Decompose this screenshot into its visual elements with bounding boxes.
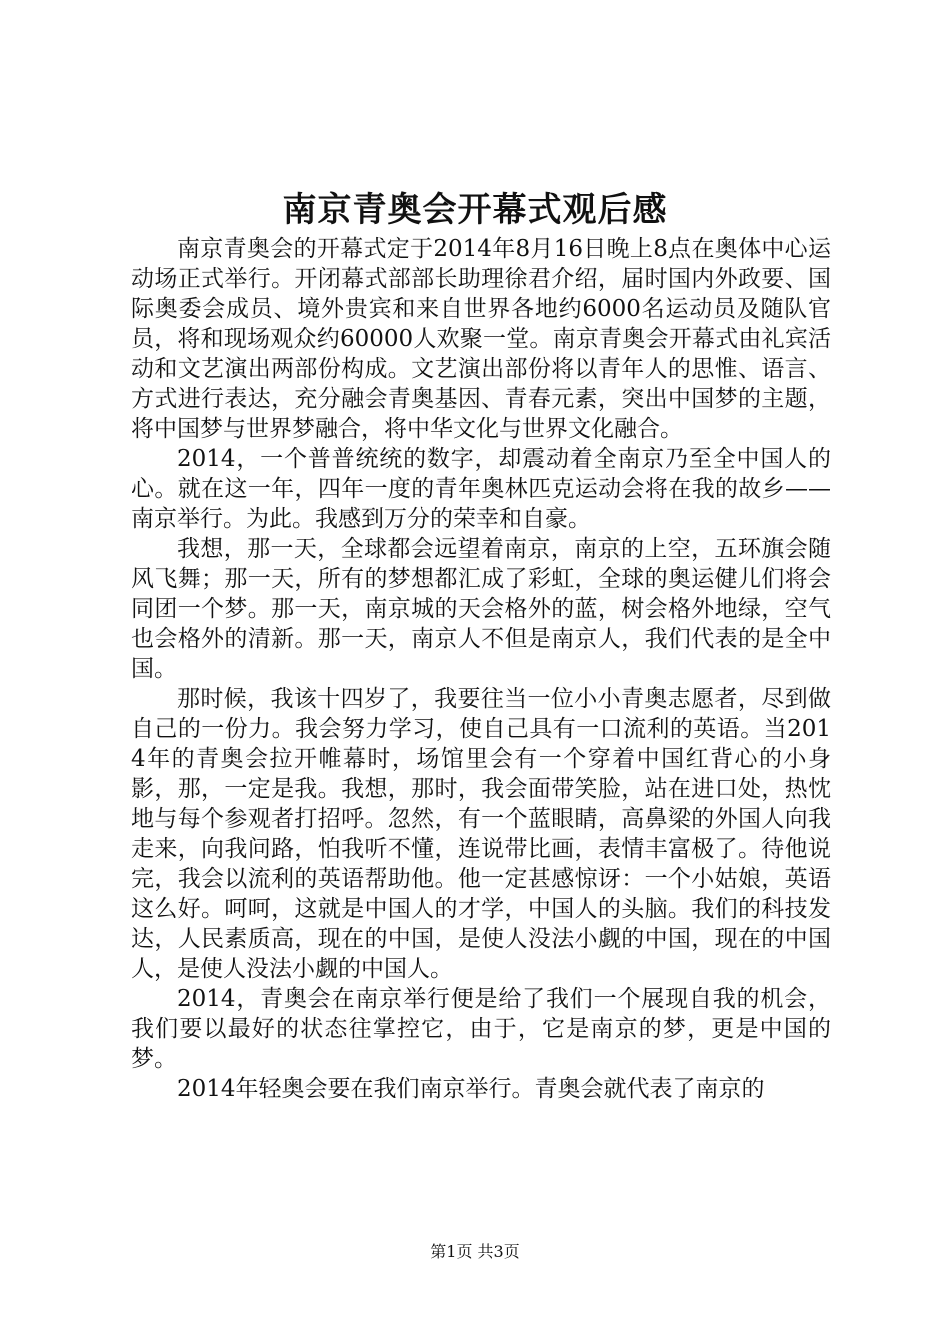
document-body bbox=[131, 234, 831, 1104]
paragraph-4: 那时候，我该十四岁了，我要往当一位小小青奥志愿者，尽到做自己的一份力。我会努力学习，使自己具有一口流利的英语。当2014年的青奥会拉开帷幕时，场馆里会有一个穿着中国红背心的小身影，那，一定是我。我想，那时，我会面带笑脸，站在进口处，热忱地与每个参观者打招呼。忽然，有一个蓝眼睛，高鼻梁的外国人向我走来，向我问路，怕我听不懂，连说带比画，表情丰富极了。待他说完，我会以流利的英语帮助他。他一定甚感惊讶：一个小姑娘，英语这么好。呵呵，这就是中国人的才学，中国人的头脑。我们的科技发达，人民素质高，现在的中国，是使人没法小觑的中国，现在的中国人，是使人没法小觑的中国人。 bbox=[131, 686, 831, 982]
paragraph-5: 2014，青奥会在南京举行便是给了我们一个展现自我的机会，我们要以最好的状态往掌控它，由于，它是南京的梦，更是中国的梦。 bbox=[131, 986, 831, 1072]
paragraph-6: 2014年轻奥会要在我们南京举行。青奥会就代表了南京的 bbox=[177, 1076, 765, 1102]
paragraph-2: 2014，一个普普统统的数字，却震动着全南京乃至全中国人的心。就在这一年，四年一度的青年奥林匹克运动会将在我的故乡——南京举行。为此。我感到万分的荣幸和自豪。 bbox=[131, 446, 831, 532]
paragraph-1: 南京青奥会的开幕式定于2014年8月16日晚上8点在奥体中心运动场正式举行。开闭幕式部部长助理徐君介绍，届时国内外政要、国际奥委会成员、境外贵宾和来自世界各地约6000名运动员及随队官员，将和现场观众约60000人欢聚一堂。南京青奥会开幕式由礼宾活动和文艺演出两部份构成。文艺演出部份将以青年人的思惟、语言、方式进行表达，充分融会青奥基因、青春元素，突出中国梦的主题，将中国梦与世界梦融合，将中华文化与世界文化融合。 bbox=[131, 236, 831, 442]
paragraph-3: 我想，那一天，全球都会远望着南京，南京的上空，五环旗会随风飞舞；那一天，所有的梦想都汇成了彩虹，全球的奥运健儿们将会同团一个梦。那一天，南京城的天会格外的蓝，树会格外地绿，空气也会格外的清新。那一天，南京人不但是南京人，我们代表的是全中国。 bbox=[131, 536, 831, 682]
page-footer: 第1页 共3页 bbox=[430, 1242, 520, 1261]
document-title: 南京青奥会开幕式观后感 bbox=[282, 190, 668, 230]
